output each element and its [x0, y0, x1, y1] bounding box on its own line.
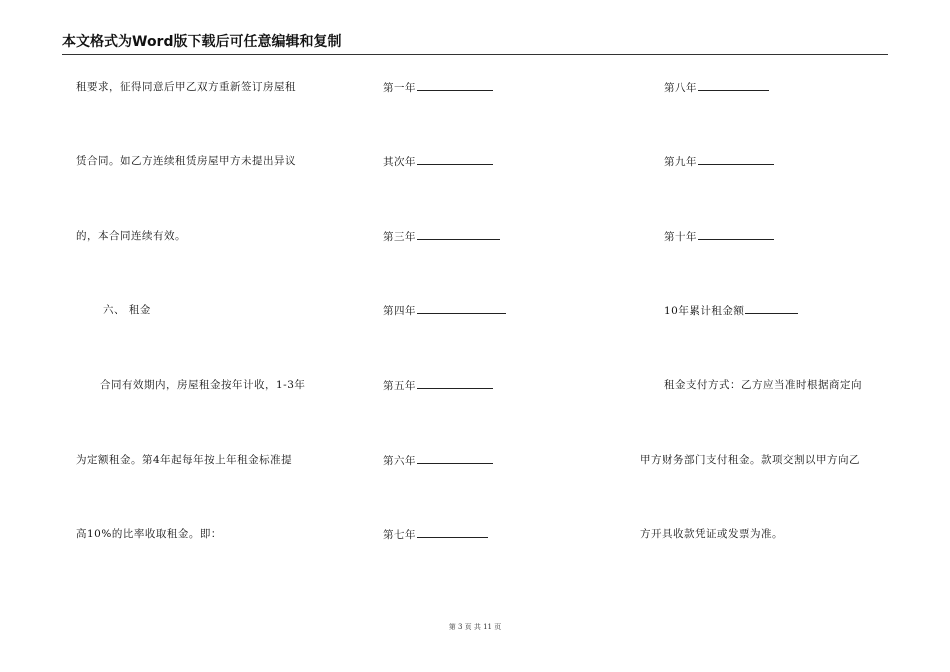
fill-blank	[417, 229, 500, 240]
body-line: 甲方财务部门支付租金。款项交割以甲方向乙	[640, 454, 860, 466]
fill-blank	[698, 154, 774, 165]
year-label: 第三年	[383, 231, 416, 243]
year-item	[383, 229, 500, 244]
year-label: 第四年	[383, 305, 416, 317]
body-line: 方开具收款凭证或发票为准。	[640, 528, 783, 540]
year-label: 第八年	[664, 82, 697, 94]
body-line: 租要求，征得同意后甲乙双方重新签订房屋租	[76, 81, 296, 93]
total-rent-item	[664, 303, 798, 318]
fill-blank	[698, 229, 774, 240]
total-rent-label: 10年累计租金额	[664, 305, 745, 317]
fill-blank	[417, 154, 493, 165]
section-heading: 六、 租金	[103, 304, 151, 316]
fill-blank	[417, 527, 488, 538]
body-line: 高10%的比率收取租金。即：	[76, 528, 222, 540]
page-header	[62, 32, 888, 55]
year-item	[383, 453, 493, 468]
year-label: 其次年	[383, 156, 416, 168]
year-item	[383, 527, 488, 542]
year-label: 第一年	[383, 82, 416, 94]
fill-blank	[417, 378, 493, 389]
year-item	[383, 303, 506, 318]
fill-blank	[698, 80, 769, 91]
body-line: 合同有效期内，房屋租金按年计收，1-3年	[100, 379, 306, 391]
body-line: 为定额租金。第4年起每年按上年租金标准提	[76, 454, 293, 466]
year-item	[664, 229, 774, 244]
header-title: 本文格式为Word版下载后可任意编辑和复制	[62, 34, 342, 50]
body-line: 赁合同。如乙方连续租赁房屋甲方未提出异议	[76, 155, 296, 167]
body-line: 租金支付方式：乙方应当准时根据商定向	[664, 379, 862, 391]
fill-blank	[745, 303, 798, 314]
year-item	[383, 80, 493, 95]
year-item	[664, 80, 769, 95]
year-label: 第九年	[664, 156, 697, 168]
fill-blank	[417, 453, 493, 464]
year-label: 第五年	[383, 380, 416, 392]
body-line: 的，本合同连续有效。	[76, 230, 186, 242]
page-number: 第 3 页 共 11 页	[448, 623, 502, 631]
year-label: 第十年	[664, 231, 697, 243]
year-label: 第七年	[383, 529, 416, 541]
year-item	[383, 154, 493, 169]
year-item	[383, 378, 493, 393]
fill-blank	[417, 303, 506, 314]
year-label: 第六年	[383, 455, 416, 467]
fill-blank	[417, 80, 493, 91]
year-item	[664, 154, 774, 169]
